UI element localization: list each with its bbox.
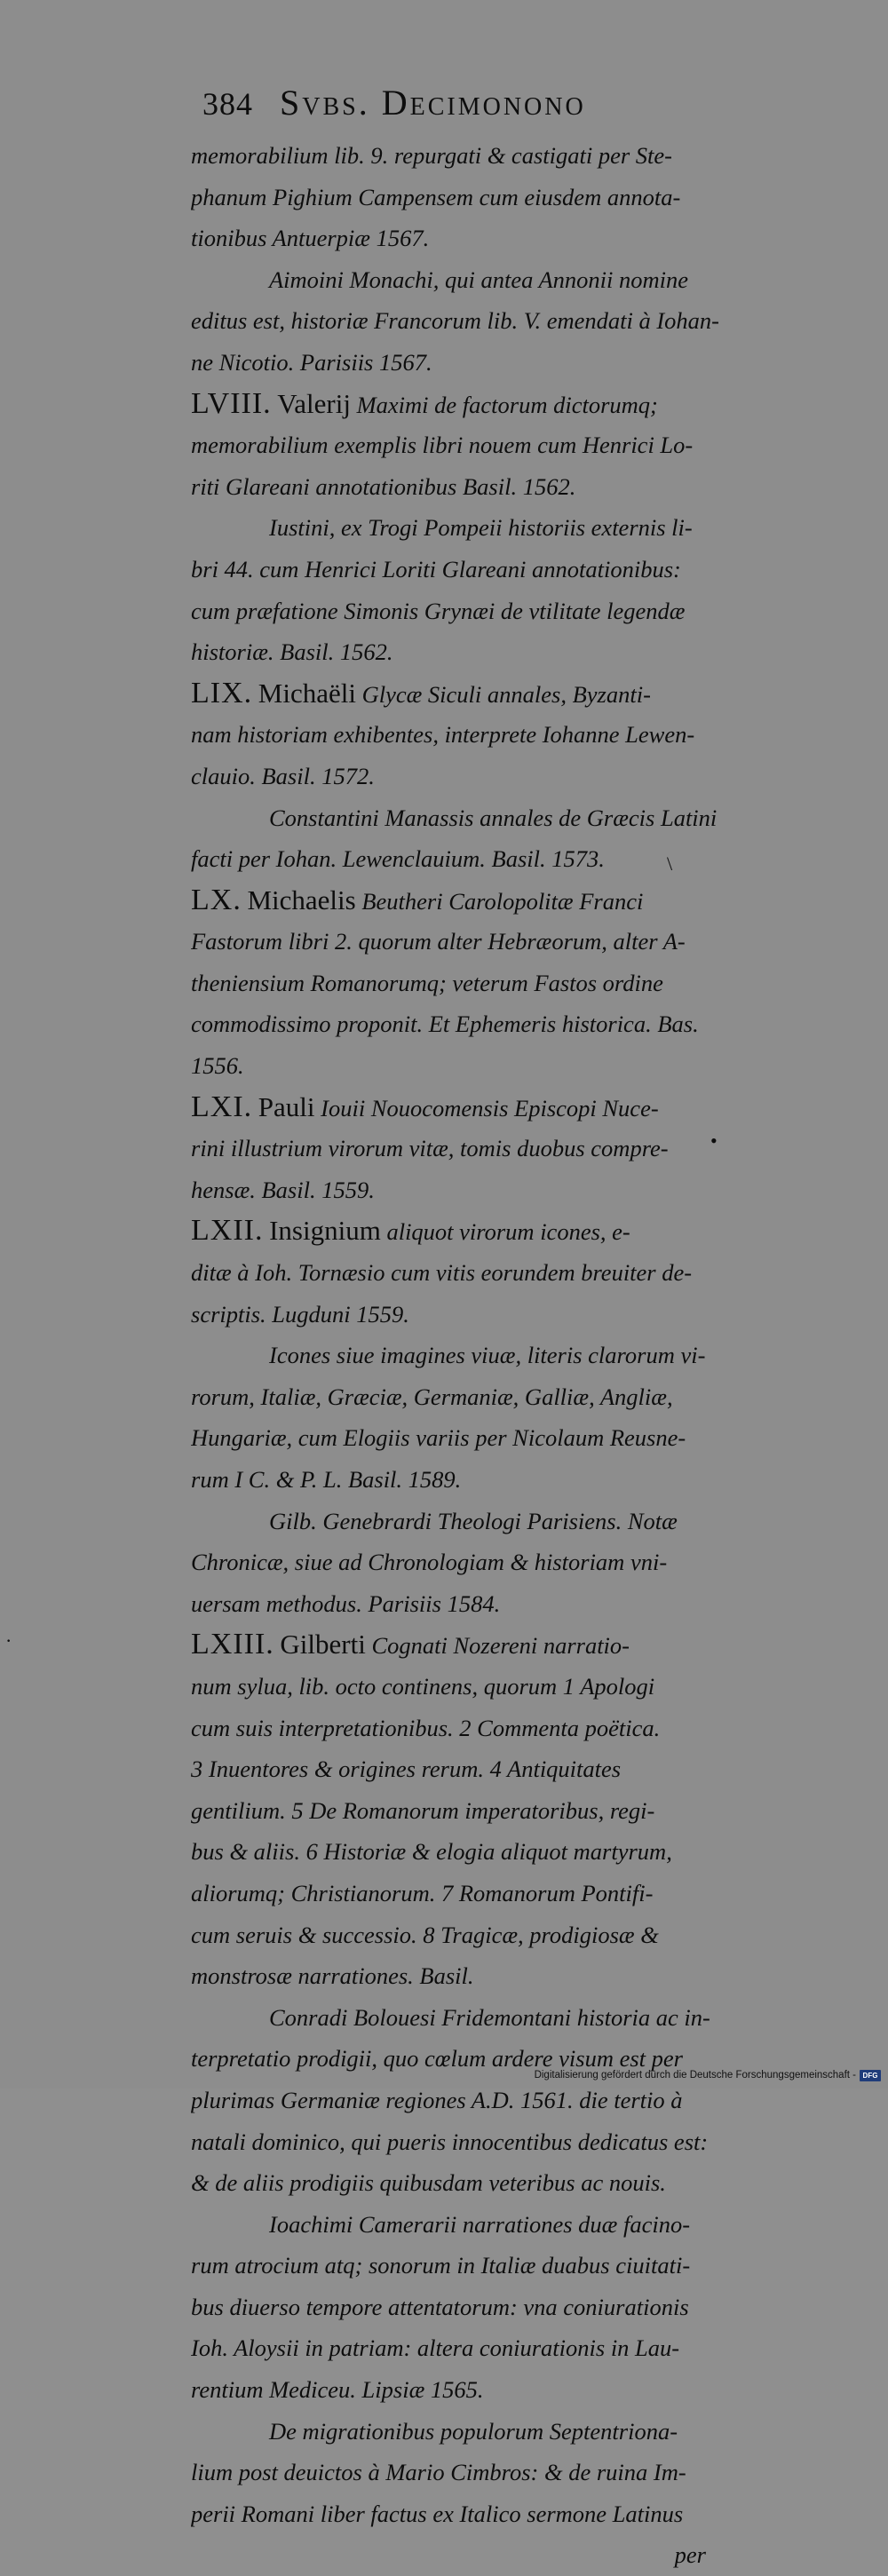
line-text: scriptis. Lugduni 1559. [191,1300,409,1328]
line-text: facti per Iohan. Lewenclauium. Basil. 1573. [191,845,605,873]
text-line [191,549,724,590]
line-text: Conradi Bolouesi Fridemontani historia ac in- [269,2003,710,2031]
line-text: Maximi de factorum dictorumq; [350,391,658,418]
text-line [191,1790,724,1832]
line-text: ne Nicotio. Parisiis 1567. [191,348,432,376]
line-text: Beutheri Carolopolitæ Franci [355,887,644,915]
text-line [191,1831,724,1873]
line-text: clauio. Basil. 1572. [191,762,375,789]
line-text: bus & aliis. 6 Historiæ & elogia aliquot martyrum, [191,1838,672,1866]
line-text: Hungariæ, cum Elogiis variis per Nicolaum Reusne- [191,1424,686,1452]
section-numeral: LVIII. [191,386,272,420]
entry-name: Insignium [269,1215,381,1247]
text-line [191,1128,724,1169]
page-number: 384 [202,86,253,122]
text-line [191,135,724,177]
line-text: Fastorum libri 2. quorum alter Hebræorum, alter A- [191,928,686,955]
line-text: Ioachimi Camerarii narrationes duæ facino- [269,2210,691,2238]
entry-name: Michaëli [258,677,356,709]
entry-name: Valerij [277,387,351,419]
text-line [191,756,724,797]
line-text: Constantini Manassis annales de Græcis Latini [269,804,718,831]
line-text: hensæ. Basil. 1559. [191,1176,375,1203]
line-text: natali dominico, qui pueris innocentibus dedicatus est: [191,2128,709,2155]
ink-mark: \ [667,852,673,875]
line-text: cum seruis & successio. 8 Tragicæ, prodigiosæ & [191,1921,659,1948]
entry-name: Gilberti [280,1629,366,1661]
line-text: bus diuerso tempore attentatorum: vna coniurationis [191,2293,689,2320]
text-line [191,1252,724,1294]
text-line [191,1210,724,1252]
text-line [191,714,724,756]
section-numeral: LXI. [191,1090,253,1123]
text-line [191,2080,724,2121]
line-text: aliquot virorum icones, e- [380,1218,630,1246]
dfg-logo: DFG [860,2070,881,2081]
line-text: per [674,2541,706,2569]
line-text: num sylua, lib. octo continens, quorum 1 Apologi [191,1672,655,1700]
line-text: De migrationibus populorum Septentriona- [269,2417,678,2445]
line-text: cum præfatione Simonis Grynæi de vtilitate legendæ [191,597,686,624]
text-line [191,1748,724,1790]
text-line [191,2411,724,2453]
ink-mark: · [5,1629,12,1652]
line-text: editus est, historiæ Francorum lib. V. emendati à Iohan- [191,307,719,335]
line-text: ditæ à Ioh. Tornæsio cum vitis eorundem breuiter de- [191,1259,693,1287]
line-text: rentium Mediceu. Lipsiæ 1565. [191,2376,484,2404]
text-line [191,963,724,1004]
text-line [191,2287,724,2328]
text-line [191,797,724,839]
line-text: aliorumq; Christianorum. 7 Romanorum Pontifi- [191,1879,654,1906]
text-line [191,1955,724,1997]
running-header [202,82,700,126]
text-line [191,590,724,632]
text-line [191,424,724,466]
digitization-credit [535,2065,881,2085]
line-text: 3 Inuentores & origines rerum. 4 Antiquitates [191,1756,622,1783]
text-line [191,1542,724,1583]
section-numeral: LIX. [191,676,253,709]
section-numeral: LX. [191,883,242,916]
line-text: & de aliis prodigiis quibusdam veteribus ac nouis. [191,2169,666,2197]
text-line [191,673,724,715]
text-line [191,466,724,508]
text-line [191,2204,724,2246]
text-line [191,921,724,963]
text-line [191,2162,724,2204]
text-line [191,1666,724,1708]
text-line [191,507,724,549]
line-text: Glycæ Siculi annales, Byzanti- [355,680,651,708]
text-line [191,177,724,218]
running-title: Svbs. Decimonono [280,83,586,123]
line-text: Ioh. Aloysii in patriam: altera coniurationis in Lau- [191,2334,680,2362]
text-line [191,1376,724,1418]
text-line [191,1169,724,1211]
line-text: rorum, Italiæ, Græciæ, Germaniæ, Galliæ, Angliæ, [191,1383,673,1410]
text-line [191,2493,724,2535]
line-text: theniensium Romanorumq; veterum Fastos ordine [191,969,663,996]
text-line [191,2369,724,2411]
line-text: Aimoini Monachi, qui antea Annonii nomine [269,266,689,293]
text-line [191,1417,724,1459]
line-text: Gilb. Genebrardi Theologi Parisiens. Notæ [269,1507,678,1534]
text-line [191,2245,724,2287]
text-line [191,1045,724,1087]
text-line [191,1873,724,1914]
text-line [191,384,724,425]
line-text: terpretatio prodigii, quo cœlum ardere visum est per [191,2045,683,2073]
line-text: phanum Pighium Campensem cum eiusdem annota- [191,183,681,210]
line-text: bri 44. cum Henrici Loriti Glareani annotationibus: [191,555,681,583]
text-line [191,2534,724,2576]
text-line [191,1583,724,1625]
line-text: tionibus Antuerpiæ 1567. [191,225,430,252]
line-text: rum atrocium atq; sonorum in Italiæ duabus ciuitati- [191,2252,691,2279]
line-text: plurimas Germaniæ regiones A.D. 1561. die tertio à [191,2086,683,2113]
text-line [191,1087,724,1129]
line-text: memorabilium exemplis libri nouem cum Henrici Lo- [191,432,694,459]
section-numeral: LXIII. [191,1628,274,1661]
line-text: riti Glareani annotationibus Basil. 1562. [191,472,576,500]
text-line [191,1003,724,1045]
line-text: monstrosæ narrationes. Basil. [191,1962,474,1990]
text-line [191,1997,724,2039]
entry-name: Michaelis [247,884,356,915]
text-line [191,838,724,880]
line-text: Cognati Nozereni narratio- [365,1632,630,1660]
text-line [191,1708,724,1749]
text-line [191,1624,724,1666]
line-text: memorabilium lib. 9. repurgati & castigati per Ste- [191,142,672,169]
text-line [191,2121,724,2163]
credit-text: Digitalisierung gefördert durch die Deutsche Forschungsgemeinschaft - [534,2070,856,2081]
text-line [191,1294,724,1336]
text-line [191,300,724,342]
text-block [191,135,724,2576]
line-text: nam historiam exhibentes, interprete Iohanne Lewen- [191,721,695,749]
text-line [191,1459,724,1501]
text-line [191,631,724,673]
line-text: Chronicæ, siue ad Chronologiam & historiam vni- [191,1549,668,1576]
line-text: perii Romani liber factus ex Italico sermone Latinus [191,2500,684,2527]
line-text: commodissimo proponit. Et Ephemeris historica. Bas. [191,1011,699,1038]
line-text: Iouii Nouocomensis Episcopi Nuce- [314,1094,659,1122]
text-line [191,2327,724,2369]
section-numeral: LXII. [191,1214,264,1248]
text-line [191,880,724,922]
line-text: Icones siue imagines viuæ, literis clarorum vi- [269,1342,706,1369]
line-text: rum I C. & P. L. Basil. 1589. [191,1466,462,1493]
text-line [191,1335,724,1376]
line-text: rini illustrium virorum vitæ, tomis duobus compre- [191,1135,669,1162]
line-text: historiæ. Basil. 1562. [191,638,393,666]
text-line [191,1501,724,1542]
text-line [191,259,724,301]
ink-mark: • [710,1129,718,1152]
line-text: uersam methodus. Parisiis 1584. [191,1589,501,1617]
text-line [191,2452,724,2493]
line-text: cum suis interpretationibus. 2 Commenta poëtica. [191,1714,661,1741]
text-line [191,342,724,384]
line-text: Iustini, ex Trogi Pompeii historiis externis li- [269,514,693,542]
line-text: gentilium. 5 De Romanorum imperatoribus, regi- [191,1796,655,1824]
entry-name: Pauli [258,1090,315,1122]
line-text: lium post deuictos à Mario Cimbros: & de ruina Im- [191,2459,686,2486]
text-line [191,218,724,259]
line-text: 1556. [191,1052,244,1080]
text-line [191,1914,724,1956]
